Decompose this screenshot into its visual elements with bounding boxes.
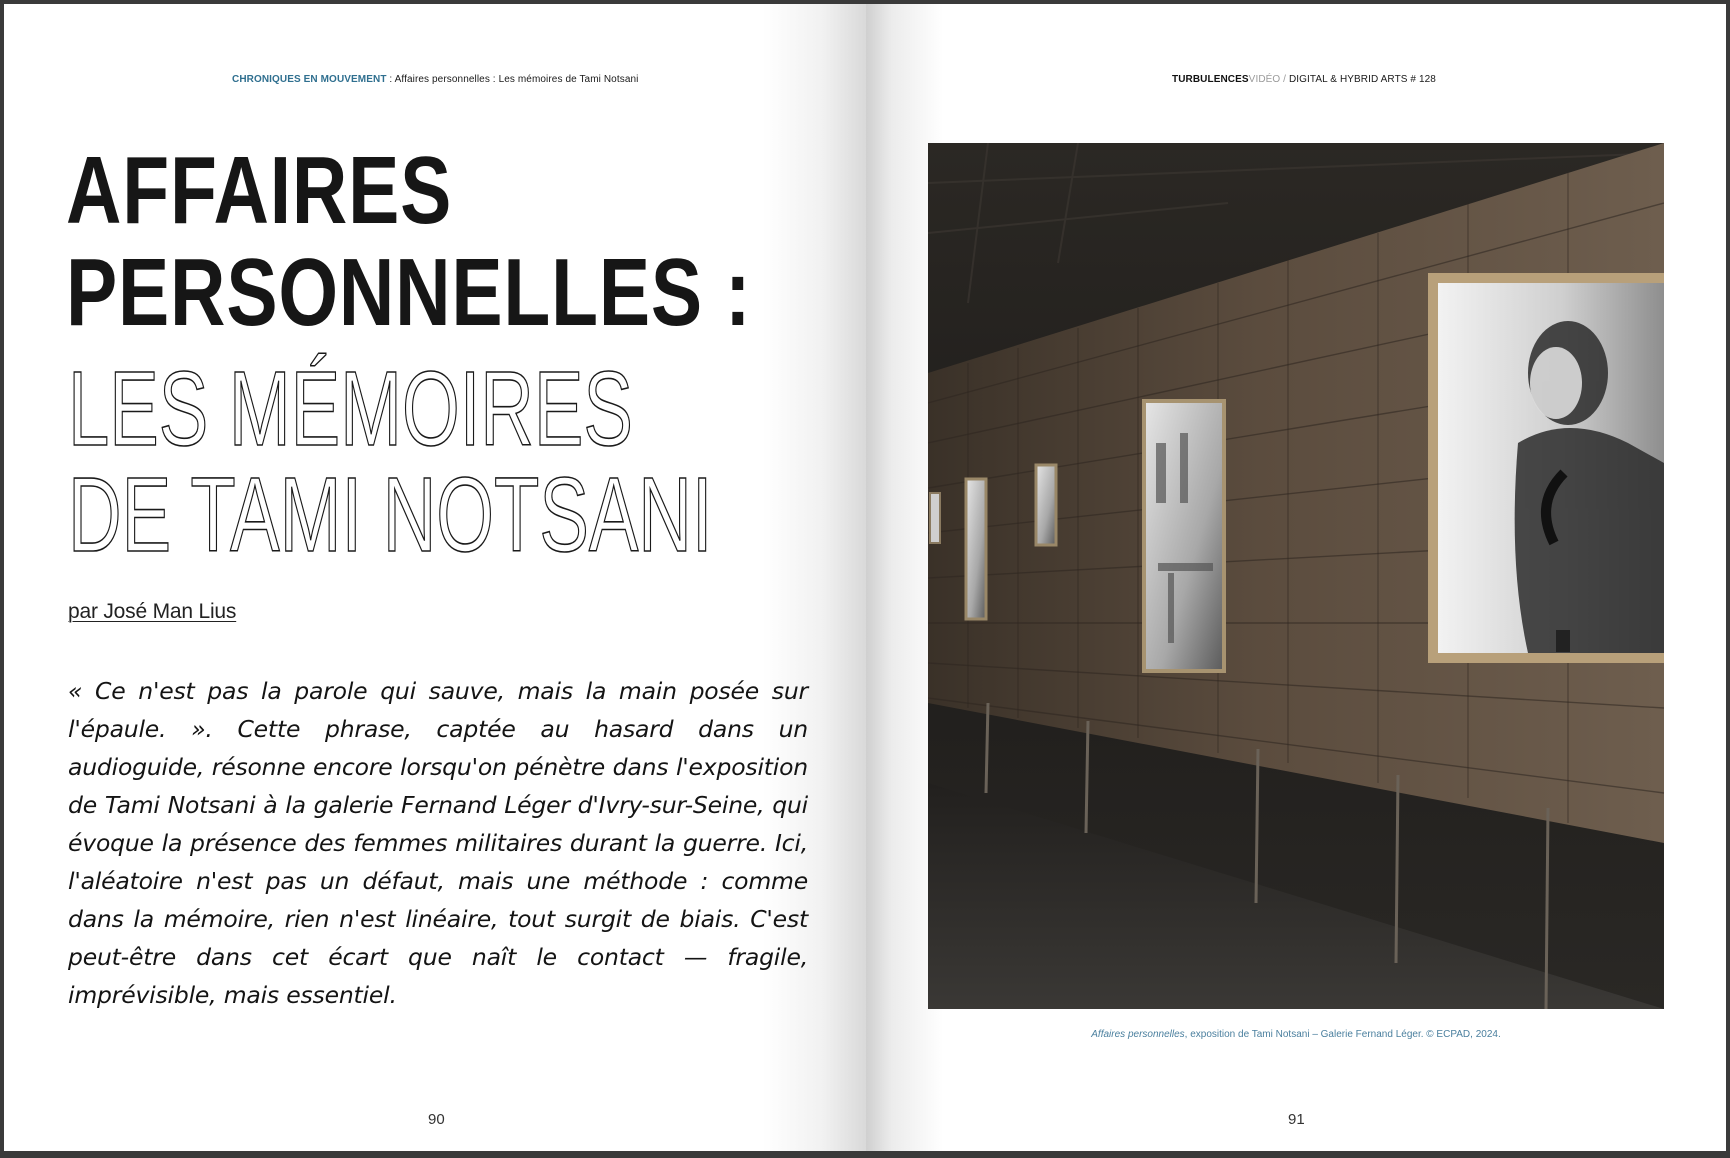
title-line-1: AFFAIRES [66,137,453,244]
page-number-right: 91 [1288,1111,1305,1128]
caption-rest: , exposition de Tami Notsani – Galerie Fernand Léger. © ECPAD, 2024. [1184,1029,1501,1040]
left-running-head [232,74,638,85]
right-running-head [1172,74,1436,85]
running-head-slash: / [1280,74,1289,85]
title-line-3: LES MÉMOIRES [68,350,633,468]
article-title-outline [68,350,713,574]
page-number-left: 90 [428,1111,445,1128]
running-head-brand-suffix: VIDÉO [1248,74,1281,85]
lead-paragraph: « Ce n'est pas la parole qui sauve, mais la main posée sur l'épaule. ». Cette phrase, captée au hasard dans un audioguide, résonne encore lorsqu'on pénètre dans l'exposition de Tami Notsani à la galerie Fernand Léger d'Ivry-sur-Seine, qui évoque la présence des femmes militaires durant la guerre. Ici, l'aléatoire n'est pas un défaut, mais une méthode : comme dans la mémoire, rien n'est linéaire, tout surgit de biais. C'est peut-être dans cet écart que naît le contact — fragile, imprévisible, mais essentiel. [68,677,808,1009]
left-page [4,4,866,1151]
caption-title: Affaires personnelles [1091,1029,1185,1040]
running-head-brand: TURBULENCES [1172,74,1249,85]
running-head-separator: : [386,74,395,85]
exhibition-photo-icon [928,143,1664,1009]
magazine-spread [4,4,1726,1151]
title-line-4: DE TAMI NOTSANI [68,456,713,574]
running-head-article: Affaires personnelles : Les mémoires de Tami Notsani [394,74,639,85]
title-line-2: PERSONNELLES : [66,239,752,346]
right-page [866,4,1726,1151]
running-head-section: CHRONIQUES EN MOUVEMENT [232,74,387,85]
running-head-issue: DIGITAL & HYBRID ARTS # 128 [1288,74,1436,85]
article-title-solid [66,137,752,346]
photo-caption [928,1029,1664,1040]
byline: par José Man Lius [68,600,237,623]
